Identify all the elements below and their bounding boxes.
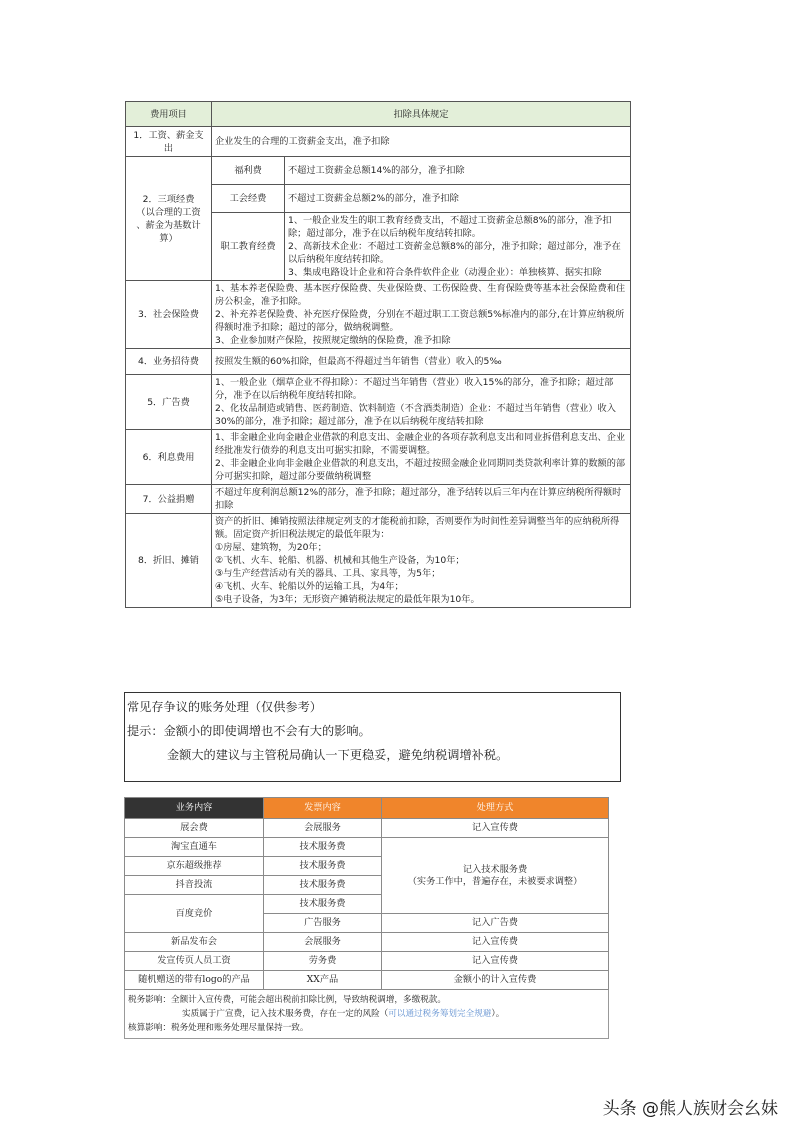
rule-line: ②飞机、火车、轮船、机器、机械和其他生产设备，为10年；	[215, 555, 465, 566]
item-entertainment: 4．业务招待费	[126, 349, 212, 375]
rule-line: ④飞机、火车、轮船以外的运输工具，为4年；	[215, 581, 404, 592]
treatment-line: 记入技术服务费	[462, 863, 528, 875]
rule-line: 2、化妆品制造或销售、医药制造、饮料制造（不含酒类制造）企业：不超过当年销售（营业）收入30%的部分，准予扣除；超过部分，准予在以后纳税年度结转扣除	[215, 403, 616, 427]
table-row	[126, 375, 631, 430]
note-hint-line1	[125, 719, 620, 743]
note-title: 常见存争议的账务处理（仅供参考）	[127, 700, 322, 714]
table-row	[126, 127, 631, 157]
rule-line: 1、一般企业（烟草企业不得扣除）：不超过当年销售（营业）收入15%的部分，准予扣除；超过部分，准予在以后纳税年度结转扣除。	[215, 377, 614, 401]
business-cell: 抖音投流	[125, 876, 264, 895]
invoice-cell: 会展服务	[264, 933, 382, 952]
table-row	[125, 971, 609, 990]
rule-wages: 企业发生的合理的工资薪金支出，准予扣除	[212, 127, 631, 157]
table-footer-row	[125, 990, 609, 1039]
item-three-funds	[126, 157, 212, 281]
rule-line: ①房屋、建筑物，为20年；	[215, 542, 327, 553]
tax-impact-line2	[128, 1007, 605, 1021]
tax-planning-link-text: 可以通过税务筹划完全规避	[388, 1009, 492, 1019]
item-line: （以合理的工资	[136, 206, 201, 218]
business-cell: 随机赠送的带有logo的产品	[125, 971, 264, 990]
rule-line: 2、补充养老保险费、补充医疗保险费，分别在不超过职工工资总额5%标准内的部分,在计算应纳税所得额时准予扣除；超过的部分，做纳税调整。	[215, 309, 625, 333]
rule-line: ⑤电子设备，为3年；无形资产摊销税法规定的最低年限为10年。	[215, 594, 480, 605]
treatment-cell: 金额小的计入宣传费	[382, 971, 609, 990]
header-rule: 扣除具体规定	[212, 102, 631, 127]
item-advertising: 5．广告费	[126, 375, 212, 430]
rule-entertainment: 按照发生额的60%扣除，但最高不得超过当年销售（营业）收入的5‰	[212, 349, 631, 375]
table-header-row	[125, 798, 609, 819]
tax-impact-line1	[128, 993, 605, 1007]
rule-donation: 不超过年度利润总额12%的部分，准予扣除；超过部分，准予结转以后三年内在计算应纳税所得额时扣除	[212, 485, 631, 514]
sub-education: 职工教育经费	[212, 213, 285, 281]
tax-impact-label: 税务影响：	[128, 995, 171, 1005]
rule-advertising	[212, 375, 631, 430]
table-row	[125, 819, 609, 838]
sub-union: 工会经费	[212, 185, 285, 213]
invoice-treatment-table	[124, 797, 609, 1039]
note-hint-line2: 金额大的建议与主管税局确认一下更稳妥，避免纳税调增补税。	[167, 748, 509, 762]
tax-impact-text1: 全额计入宣传费，可能会超出税前扣除比例，导致纳税调增，多缴税款。	[170, 995, 446, 1005]
invoice-cell: XX产品	[264, 971, 382, 990]
business-cell: 发宣传页人员工资	[125, 952, 264, 971]
rule-line: 1、一般企业发生的职工教育经费支出，不超过工资薪金总额8%的部分，准予扣除；超过部分，准予在以后纳税年度结转扣除。	[288, 215, 612, 239]
treatment-line: （实务工作中，普遍存在，未被要求调整）	[407, 875, 583, 887]
treatment-cell: 记入广告费	[382, 914, 609, 933]
header-invoice: 发票内容	[264, 798, 382, 819]
note-hint-label: 提示：	[127, 724, 164, 738]
item-line: 、薪金为基数计	[136, 219, 201, 231]
rule-social	[212, 281, 631, 349]
item-line: 算）	[159, 232, 178, 244]
accounting-impact-line	[128, 1021, 605, 1035]
business-cell: 百度竞价	[125, 895, 264, 933]
table-row	[126, 349, 631, 375]
rule-line: 资产的折旧、摊销按照法律规定列支的才能税前扣除，否则要作为时间性差异调整当年的应纳税所得额。固定资产折旧税法规定的最低年限为：	[215, 516, 620, 540]
accounting-impact-label: 核算影响：	[128, 1023, 171, 1033]
rule-education	[285, 213, 631, 281]
rule-union: 不超过工资薪金总额2%的部分，准予扣除	[285, 185, 631, 213]
rule-interest	[212, 430, 631, 485]
table-row	[125, 952, 609, 971]
impact-notes	[125, 990, 609, 1039]
treatment-tech-cell	[382, 838, 609, 914]
invoice-cell: 广告服务	[264, 914, 382, 933]
rule-line: 3、集成电路设计企业和符合条件软件企业（动漫企业）：单独核算、据实扣除	[288, 267, 602, 278]
item-interest: 6．利息费用	[126, 430, 212, 485]
invoice-cell: 技术服务费	[264, 895, 382, 914]
table-row	[126, 514, 631, 608]
deduction-rules-table	[125, 101, 631, 608]
treatment-cell: 记入宣传费	[382, 933, 609, 952]
table-header-row	[126, 102, 631, 127]
tax-impact-text2b: ）。	[491, 1009, 505, 1019]
rule-line: 1、基本养老保险费、基本医疗保险费、失业保险费、工伤保险费、生育保险费等基本社会保险费和住房公积金，准予扣除。	[215, 283, 626, 307]
treatment-cell: 记入宣传费	[382, 952, 609, 971]
business-cell: 新品发布会	[125, 933, 264, 952]
header-item: 费用项目	[126, 102, 212, 127]
watermark-text: 头条 @熊人族财会幺妹	[602, 1099, 778, 1119]
item-social: 3．社会保险费	[126, 281, 212, 349]
sub-welfare: 福利费	[212, 157, 285, 185]
note-box	[124, 692, 621, 782]
invoice-cell: 技术服务费	[264, 838, 382, 857]
rule-welfare: 不超过工资薪金总额14%的部分，准予扣除	[285, 157, 631, 185]
table-row	[126, 157, 631, 185]
tax-impact-text2a: 实质属于广宣费，记入技术服务费，存在一定的风险（	[182, 1009, 389, 1019]
note-hint-text1: 金额小的即使调增也不会有大的影响。	[163, 724, 371, 738]
treatment-cell: 记入宣传费	[382, 819, 609, 838]
rule-depreciation	[212, 514, 631, 608]
item-line: 2．三项经费	[142, 193, 195, 205]
rule-line: ③与生产经营活动有关的器具、工具、家具等，为5年；	[215, 568, 441, 579]
table-row	[125, 933, 609, 952]
rule-line: 2、非金融企业向非金融企业借款的利息支出，不超过按照金融企业同期同类贷款利率计算的数额的部分可据实扣除，超过部分要做纳税调整	[215, 458, 626, 482]
header-treatment: 处理方式	[382, 798, 609, 819]
table-row	[126, 485, 631, 514]
business-cell: 京东超级推荐	[125, 857, 264, 876]
business-cell: 淘宝直通车	[125, 838, 264, 857]
table-row	[126, 430, 631, 485]
business-cell: 展会费	[125, 819, 264, 838]
accounting-impact-text: 税务处理和账务处理尽量保持一致。	[170, 1023, 309, 1033]
item-depreciation: 8．折旧、摊销	[126, 514, 212, 608]
header-business: 业务内容	[125, 798, 264, 819]
invoice-cell: 技术服务费	[264, 857, 382, 876]
table-row	[126, 281, 631, 349]
item-donation: 7．公益捐赠	[126, 485, 212, 514]
invoice-cell: 会展服务	[264, 819, 382, 838]
rule-line: 2、高新技术企业：不超过工资薪金总额8%的部分，准予扣除；超过部分，准予在以后纳税年度结转扣除。	[288, 241, 621, 265]
table-row	[125, 838, 609, 857]
invoice-cell: 劳务费	[264, 952, 382, 971]
rule-line: 1、非金融企业向金融企业借款的利息支出、金融企业的各项存款利息支出和同业拆借利息支出、企业经批准发行债券的利息支出可据实扣除，不需要调整。	[215, 432, 626, 456]
item-wages: 1．工资、薪金支出	[126, 127, 212, 157]
invoice-cell: 技术服务费	[264, 876, 382, 895]
rule-line: 3、企业参加财产保险，按照规定缴纳的保险费，准予扣除	[215, 335, 451, 346]
